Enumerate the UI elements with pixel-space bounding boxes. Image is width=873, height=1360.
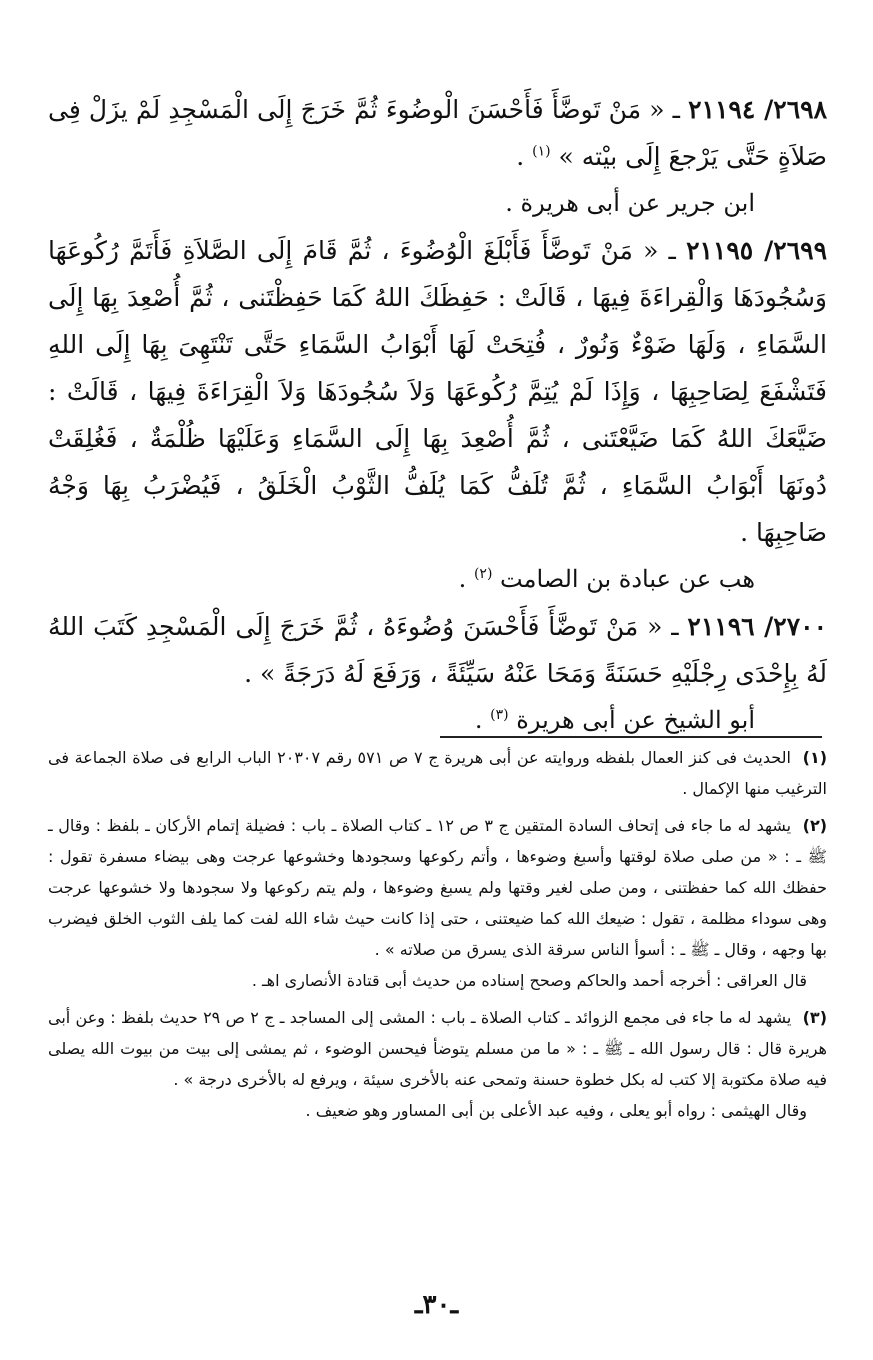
hadith-entry — [48, 86, 827, 180]
footnote-paragraph — [48, 1002, 827, 1095]
source-end: . — [474, 706, 491, 734]
footnote — [48, 810, 827, 996]
hadith-source — [48, 180, 827, 227]
source-text: أبو الشيخ عن أبى هريرة — [516, 706, 755, 734]
hadith-text: ـ « مَنْ تَوضَّأَ فَأَحْسَنَ وُضُوءَهُ ، ثُمَّ خَرَجَ إِلَى الْمَسْجِدِ كَتَبَ اللهُ لَهُ بِإِحْدَى رِجْلَيْهِ حَسَنَةً وَمَحَا عَنْهُ سَيِّئَةً ، وَرَفَعَ لَهُ دَرَجَةً » . — [48, 612, 827, 688]
hadith-text: ـ « مَنْ تَوضَّأَ فَأَحْسَنَ الْوضُوءَ ثُمَّ خَرَجَ إِلَى الْمَسْجِدِ لَمْ يزَلْ فِى صَلاَةٍ حَتَّى يَرْجعَ إِلَى بيْته » — [48, 95, 827, 171]
main-text — [48, 86, 827, 744]
footnote-label: (١) — [802, 748, 828, 767]
footnote-text: يشهد له ما جاء فى إتحاف السادة المتقين ج ٣ ص ١٢ ـ كتاب الصلاة ـ باب : فضيلة إتمام الأركان ـ بلفظ : وقال ـ ﷺ ـ : « من صلى صلاة لوقتها وأسبغ وضوءها ، وأتم ركوعها وسجودها وخشوعها عرجت وهى بيضاء مسفرة تقول : حفظك الله كما حفظتنى ، ومن صلى لغير وقتها ولم يسبغ وضوءها ، ولم يتم ركوعها ولا سجودها ولا خشوعها عرجت وهى سوداء مظلمة ، تقول : ضيعك الله كما ضيعتنى ، حتى إذا كانت حيث شاء الله لفت كما يلف الثوب الخلق فيضرب بها وجهه ، وقال ـ ﷺ ـ : أسوأ الناس سرقة الذى يسرق من صلاته » . — [48, 816, 827, 959]
hadith-end: . — [516, 142, 533, 171]
footnote-paragraph — [48, 742, 827, 804]
hadith-number: ٢٧٠٠/ ٢١١٩٦ — [687, 612, 827, 641]
footnote — [48, 742, 827, 804]
hadith-entry — [48, 227, 827, 556]
footnote-text: وقال الهيثمى : رواه أبو يعلى ، وفيه عبد الأعلى بن أبى المساور وهو ضعيف . — [305, 1101, 807, 1120]
source-text: ابن جرير عن أبى هريرة . — [505, 189, 755, 217]
footnote-text: الحديث فى كنز العمال بلفظه وروايته عن أبى هريرة ج ٧ ص ٥٧١ رقم ٢٠٣٠٧ الباب الرابع فى صلاة الجماعة فى الترغيب منها الإكمال . — [48, 748, 827, 798]
source-text: هب عن عبادة بن الصامت — [500, 565, 755, 593]
hadith-number: ٢٦٩٨/ ٢١١٩٤ — [688, 95, 828, 124]
footnote-paragraph — [48, 1095, 827, 1126]
footnote-ref[interactable]: (٣) — [490, 707, 509, 723]
footnotes-section — [48, 742, 827, 1132]
footnote-paragraph — [48, 810, 827, 965]
hadith-source — [48, 556, 827, 603]
footnote-label: (٢) — [802, 816, 828, 835]
footnote-divider — [440, 736, 822, 738]
source-end: . — [458, 565, 474, 593]
hadith-number: ٢٦٩٩/ ٢١١٩٥ — [686, 236, 827, 265]
footnote-paragraph — [48, 965, 827, 996]
hadith-entry — [48, 603, 827, 697]
page-number: ـ٣٠ـ — [414, 1290, 459, 1320]
footnote-label: (٣) — [802, 1008, 827, 1027]
footnote — [48, 1002, 827, 1126]
hadith-text: ـ « مَنْ تَوضَّأَ فَأَبْلَغَ الْوُضُوءَ ، ثُمَّ قَامَ إِلَى الصَّلاَةِ فَأَتَمَّ رُكُوعَهَا وَسُجُودَهَا وَالْقِراءَةَ فِيهَا ، قَالَتْ : حَفِظَكَ اللهُ كَمَا حَفِظْتَنى ، ثُمَّ أُصْعِدَ بِهَا إِلَى السَّمَاءِ ، وَلَهَا ضَوْءٌ وَنُورٌ ، فُتِحَتْ لَهَا أَبْوَابُ السَّمَاءِ حَتَّى تَنْتَهِىَ بِهَا إِلَى اللهِ فَتَشْفَعَ لِصَاحِبِهَا ، وَإِذَا لَمْ يُتِمَّ رُكُوعَهَا وَلاَ سُجُودَهَا وَلاَ الْقِرَاءَةَ فِيهَا ، قَالَتْ : ضَيَّعَكَ اللهُ كَمَا ضَيَّعْتَنى ، ثُمَّ أُصْعِدَ بِهَا إِلَى السَّمَاءِ وَعَلَيْهَا ظُلْمَةٌ ، فَغُلِقَتْ دُونَهَا أَبْوَابُ السَّمَاءِ ، ثُمَّ تُلَفُّ كَمَا يُلَفُّ الثَّوْبُ الْخَلَقُ ، فَيُضْرَبُ بِهَا وَجْهُ صَاحِبِهَا . — [48, 236, 827, 547]
footnote-ref[interactable]: (١) — [532, 143, 551, 160]
footnote-text: يشهد له ما جاء فى مجمع الزوائد ـ كتاب الصلاة ـ باب : المشى إلى المساجد ـ ج ٢ ص ٢٩ حديث بلفظ : وعن أبى هريرة قال : قال رسول الله ـ ﷺ ـ : « ما من مسلم يتوضأ فيحسن الوضوء ، ثم يمشى إلى بيت من بيوت الله يصلى فيه صلاة مكتوبة إلا كتب له بكل خطوة حسنة وتمحى عنه بالأخرى سيئة ، ويرفع له بالأخرى درجة » . — [48, 1008, 827, 1089]
footnote-text: قال العراقى : أخرجه أحمد والحاكم وصحح إسناده من حديث أبى قتادة الأنصارى اهـ . — [251, 971, 807, 990]
footnote-ref[interactable]: (٢) — [473, 566, 493, 582]
